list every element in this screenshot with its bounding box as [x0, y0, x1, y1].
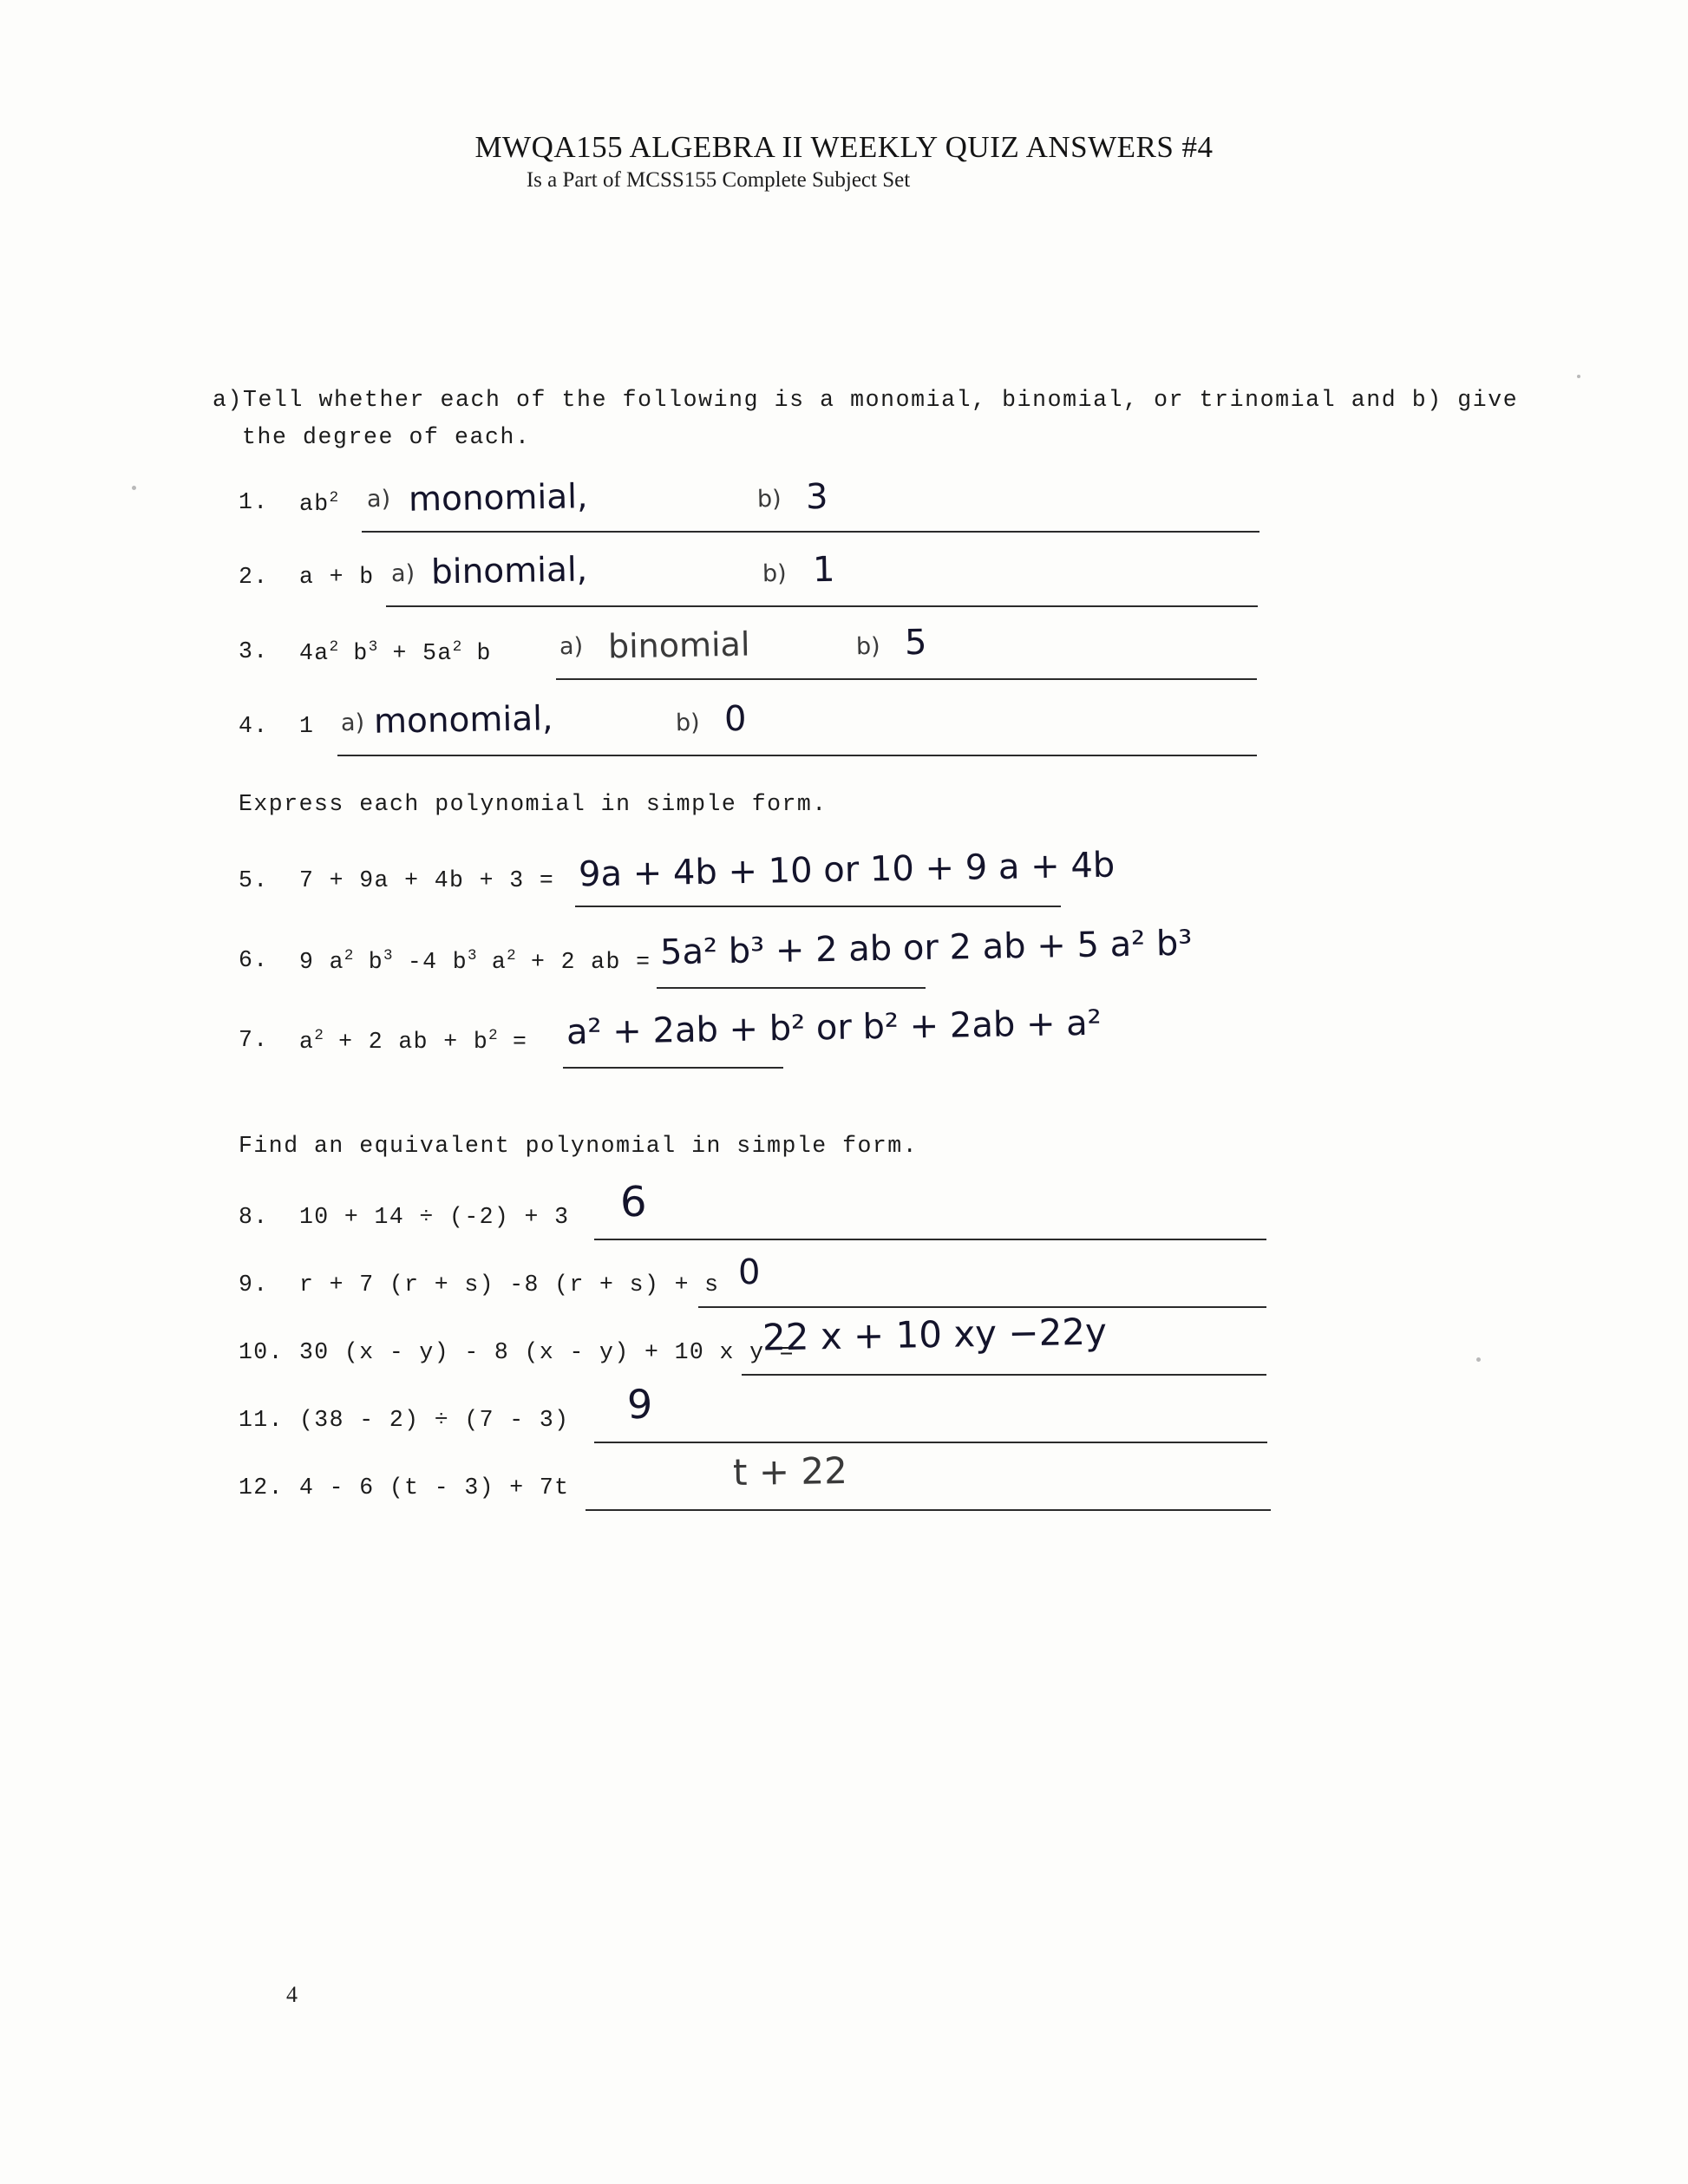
answer-value: 9	[626, 1380, 653, 1429]
question-row	[213, 623, 1566, 697]
question-stem: 4 - 6 (t - 3) + 7t	[299, 1474, 570, 1501]
instructions-line-2: the degree of each.	[242, 423, 531, 450]
answer-rule	[556, 678, 1257, 680]
answer-rule	[698, 1306, 1266, 1308]
answer-rule	[742, 1374, 1266, 1376]
question-row	[213, 548, 1566, 623]
answer-rule	[386, 605, 1258, 607]
answer-a-value: monomial,	[408, 477, 588, 520]
answer-b-label: b)	[855, 632, 880, 661]
question-list-classify	[213, 474, 1566, 772]
answer-rule	[362, 531, 1259, 533]
quiz-body	[213, 382, 1566, 1527]
answer-a-label: a)	[559, 632, 584, 661]
question-stem: 7 + 9a + 4b + 3 =	[299, 866, 555, 893]
answer-rule	[657, 987, 926, 989]
answer-rule	[337, 755, 1257, 756]
answer-value: 22 x + 10 xy −22y	[762, 1310, 1108, 1359]
answer-b-value: 3	[805, 476, 828, 518]
answer-value: a² + 2ab + b² or b² + 2ab + a²	[566, 1003, 1102, 1053]
instructions-part-2: Express each polynomial in simple form.	[239, 790, 828, 817]
question-stem: $ab^2$	[299, 488, 339, 517]
question-row	[213, 1448, 1566, 1527]
scan-speck	[1476, 1357, 1481, 1362]
answer-value: 6	[619, 1177, 648, 1227]
question-stem: $a^2 + 2$ ab + $b^2$ =	[299, 1026, 528, 1055]
answer-a-value: binomial	[607, 624, 750, 666]
answer-value: 5a² b³ + 2 ab or 2 ab + 5 a² b³	[659, 923, 1193, 973]
question-number: 12.	[239, 1474, 284, 1501]
answer-rule	[575, 906, 1061, 907]
question-stem: a + b	[299, 563, 375, 590]
question-number: 7.	[239, 1026, 269, 1053]
question-number: 10.	[239, 1338, 284, 1365]
question-stem: r + 7 (r + s) -8 (r + s) + s	[299, 1271, 720, 1298]
answer-rule	[563, 1067, 783, 1069]
question-stem: 1	[299, 712, 315, 739]
question-list-equivalent	[213, 1177, 1566, 1527]
page-title: MWQA155 ALGEBRA II WEEKLY QUIZ ANSWERS #4	[474, 130, 1214, 164]
question-number: 1.	[239, 488, 269, 515]
answer-value: 9a + 4b + 10 or 10 + 9 a + 4b	[578, 845, 1116, 895]
question-row	[213, 474, 1566, 548]
answer-rule	[594, 1239, 1266, 1240]
instructions-part-3: Find an equivalent polynomial in simple form.	[239, 1132, 919, 1159]
question-stem: 9 $a^2$ $b^3$ -4 $b^3$ $a^2 + 2$ ab =	[299, 946, 651, 975]
answer-a-value: binomial,	[430, 550, 588, 592]
question-number: 9.	[239, 1271, 269, 1298]
answer-a-label: a)	[390, 559, 415, 588]
answer-b-label: b)	[675, 709, 700, 737]
answer-rule	[594, 1442, 1267, 1443]
question-stem: 30 (x - y) - 8 (x - y) + 10 x y =	[299, 1338, 795, 1365]
answer-b-label: b)	[756, 485, 782, 513]
answer-value: t + 22	[732, 1448, 848, 1494]
question-number: 11.	[239, 1406, 284, 1433]
question-row	[213, 697, 1566, 772]
question-row	[213, 1380, 1566, 1459]
question-number: 8.	[239, 1203, 269, 1230]
answer-rule	[586, 1509, 1271, 1511]
question-row	[213, 1310, 1566, 1391]
page-number: 4	[286, 1982, 298, 2007]
question-row	[213, 1003, 1566, 1091]
answer-b-value: 5	[904, 622, 927, 664]
answer-a-label: a)	[340, 709, 365, 737]
answer-b-value: 0	[723, 698, 747, 740]
document-header	[0, 130, 1688, 193]
instructions-line-1: a)Tell whether each of the following is a monomial, binomial, or trinomial and b) give	[213, 387, 1519, 413]
question-row	[213, 845, 1566, 932]
question-number: 6.	[239, 946, 269, 973]
question-row	[213, 923, 1566, 1011]
question-list-simplify	[213, 845, 1566, 1091]
answer-b-label: b)	[762, 559, 787, 588]
answer-a-value: monomial,	[373, 699, 553, 742]
question-number: 3.	[239, 638, 269, 664]
question-number: 4.	[239, 712, 269, 739]
question-stem: $4a^2$ $b^3 + 5a^2$ b	[299, 638, 492, 666]
answer-b-value: 1	[812, 549, 835, 591]
question-number: 2.	[239, 563, 269, 590]
answer-a-label: a)	[366, 485, 391, 513]
instructions-part-1	[213, 382, 1566, 456]
question-row	[213, 1177, 1566, 1256]
question-number: 5.	[239, 866, 269, 893]
question-stem: 10 + 14 ÷ (-2) + 3	[299, 1203, 570, 1230]
page-subtitle: Is a Part of MCSS155 Complete Subject Set	[526, 168, 911, 192]
answer-value: 0	[737, 1252, 761, 1293]
scan-speck	[132, 486, 136, 490]
scan-speck	[1577, 375, 1580, 378]
question-stem: (38 - 2) ÷ (7 - 3)	[299, 1406, 570, 1433]
